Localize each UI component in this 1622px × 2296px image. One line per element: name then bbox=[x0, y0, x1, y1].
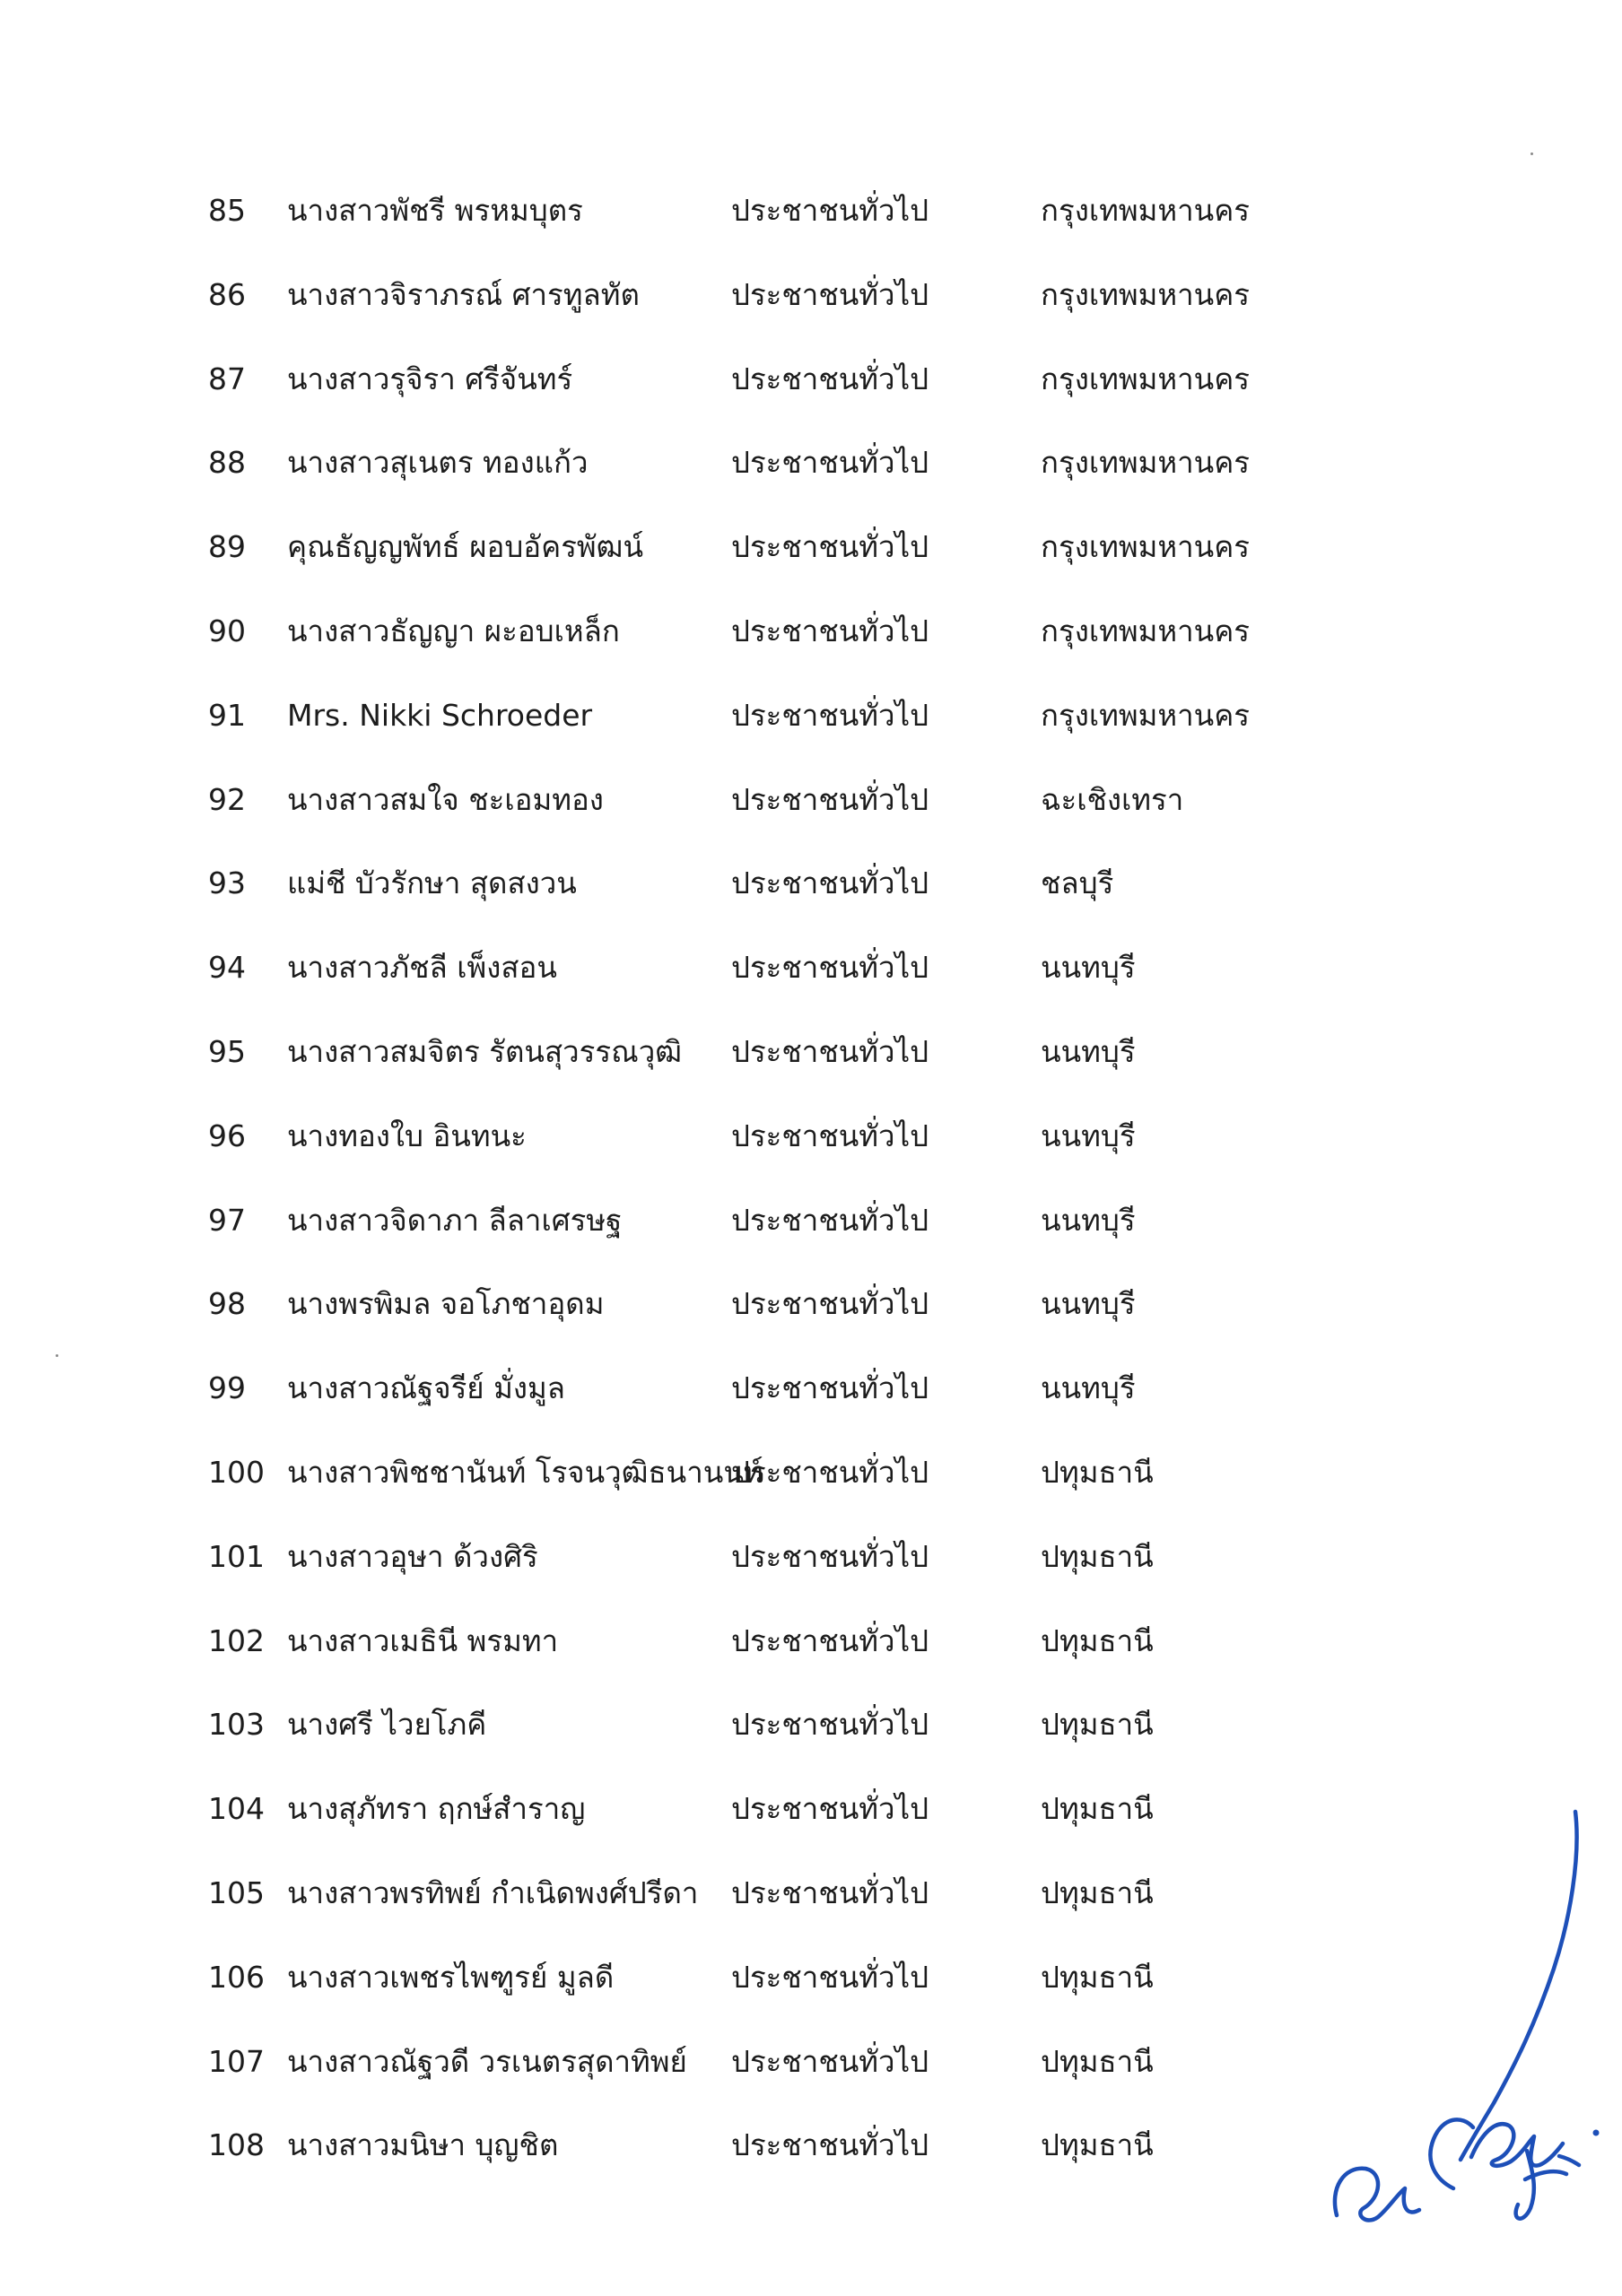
participant-type: ประชาชนทั่วไป bbox=[731, 361, 929, 396]
participant-type: ประชาชนทั่วไป bbox=[731, 1959, 929, 1995]
participant-type: ประชาชนทั่วไป bbox=[731, 2127, 929, 2163]
participant-name: นางพรพิมล จอโภชาอุดม bbox=[287, 1286, 605, 1322]
table-row bbox=[0, 1439, 1622, 1524]
row-number: 93 bbox=[208, 865, 246, 901]
participant-province: กรุงเทพมหานคร bbox=[1041, 697, 1250, 733]
participant-province: นนทบุรี bbox=[1041, 1286, 1136, 1322]
participant-name: คุณธัญญพัทธ์ ผอบอัครพัฒน์ bbox=[287, 529, 644, 565]
row-number: 108 bbox=[208, 2127, 265, 2163]
row-number: 96 bbox=[208, 1118, 246, 1153]
participant-province: กรุงเทพมหานคร bbox=[1041, 193, 1250, 228]
table-row bbox=[0, 262, 1622, 346]
participant-type: ประชาชนทั่วไป bbox=[731, 1202, 929, 1238]
row-number: 105 bbox=[208, 1874, 265, 1910]
participant-name: นางสาวจิราภรณ์ ศารทูลทัต bbox=[287, 276, 640, 312]
participant-name: นางศรี ไวยโภคี bbox=[287, 1707, 487, 1743]
participant-type: ประชาชนทั่วไป bbox=[731, 1874, 929, 1910]
table-row bbox=[0, 683, 1622, 767]
table-row bbox=[0, 346, 1622, 430]
participant-province: นนทบุรี bbox=[1041, 1118, 1136, 1153]
scan-speck bbox=[56, 1354, 58, 1357]
row-number: 90 bbox=[208, 613, 246, 648]
participant-name: นางสาวเพชรไพฑูรย์ มูลดี bbox=[287, 1959, 615, 1995]
participant-type: ประชาชนทั่วไป bbox=[731, 1454, 929, 1490]
participant-name: นางสาวณัฐวดี วรเนตรสุดาทิพย์ bbox=[287, 2043, 687, 2079]
table-row bbox=[0, 1524, 1622, 1608]
participant-name: นางทองใบ อินทนะ bbox=[287, 1118, 527, 1153]
participant-province: ปทุมธานี bbox=[1041, 1454, 1154, 1490]
row-number: 100 bbox=[208, 1454, 265, 1490]
participant-province: นนทบุรี bbox=[1041, 950, 1136, 986]
table-row bbox=[0, 1355, 1622, 1439]
participant-name: นางสาวสมจิตร รัตนสุวรรณวุฒิ bbox=[287, 1033, 683, 1069]
participant-type: ประชาชนทั่วไป bbox=[731, 2043, 929, 2079]
table-row bbox=[0, 767, 1622, 851]
row-number: 95 bbox=[208, 1033, 246, 1069]
participant-type: ประชาชนทั่วไป bbox=[731, 865, 929, 901]
participant-name: นางสาวพัชรี พรหมบุตร bbox=[287, 193, 583, 228]
scan-speck bbox=[1530, 152, 1533, 155]
participant-province: ชลบุรี bbox=[1041, 865, 1114, 901]
participant-type: ประชาชนทั่วไป bbox=[731, 1622, 929, 1658]
row-number: 104 bbox=[208, 1791, 265, 1827]
table-row bbox=[0, 178, 1622, 262]
participant-name: Mrs. Nikki Schroeder bbox=[287, 697, 593, 733]
participant-name: นางสาวภัชลี เพ็งสอน bbox=[287, 950, 557, 986]
row-number: 94 bbox=[208, 950, 246, 986]
participant-province: ปทุมธานี bbox=[1041, 1874, 1154, 1910]
participant-name: นางสาวสมใจ ชะเอมทอง bbox=[287, 781, 604, 817]
participant-type: ประชาชนทั่วไป bbox=[731, 445, 929, 481]
table-row bbox=[0, 430, 1622, 514]
row-number: 101 bbox=[208, 1538, 265, 1574]
row-number: 98 bbox=[208, 1286, 246, 1322]
participant-province: นนทบุรี bbox=[1041, 1033, 1136, 1069]
participant-name: นางสาวณัฐจรีย์ มั่งมูล bbox=[287, 1370, 565, 1406]
row-number: 106 bbox=[208, 1959, 265, 1995]
participant-name: นางสาวเมธินี พรมทา bbox=[287, 1622, 559, 1658]
row-number: 103 bbox=[208, 1707, 265, 1743]
participant-province: ฉะเชิงเทรา bbox=[1041, 781, 1184, 817]
participant-type: ประชาชนทั่วไป bbox=[731, 1033, 929, 1069]
row-number: 89 bbox=[208, 529, 246, 565]
participant-name: นางสาวมนิษา บุญชิต bbox=[287, 2127, 559, 2163]
participant-type: ประชาชนทั่วไป bbox=[731, 1370, 929, 1406]
table-row bbox=[0, 1608, 1622, 1692]
participant-type: ประชาชนทั่วไป bbox=[731, 781, 929, 817]
table-row bbox=[0, 1103, 1622, 1187]
participant-name: นางสาวสุเนตร ทองแก้ว bbox=[287, 445, 589, 481]
participant-province: กรุงเทพมหานคร bbox=[1041, 276, 1250, 312]
row-number: 88 bbox=[208, 445, 246, 481]
row-number: 86 bbox=[208, 276, 246, 312]
participant-province: ปทุมธานี bbox=[1041, 1538, 1154, 1574]
participant-type: ประชาชนทั่วไป bbox=[731, 1791, 929, 1827]
participant-province: ปทุมธานี bbox=[1041, 2043, 1154, 2079]
participant-name: นางสุภัทรา ฤกษ์สำราญ bbox=[287, 1791, 586, 1827]
row-number: 85 bbox=[208, 193, 246, 228]
participant-province: ปทุมธานี bbox=[1041, 2127, 1154, 2163]
participant-type: ประชาชนทั่วไป bbox=[731, 1286, 929, 1322]
participant-name: นางสาวธัญญา ผะอบเหล็ก bbox=[287, 613, 620, 648]
participant-type: ประชาชนทั่วไป bbox=[731, 193, 929, 228]
participant-type: ประชาชนทั่วไป bbox=[731, 1118, 929, 1153]
participant-province: ปทุมธานี bbox=[1041, 1622, 1154, 1658]
participant-name: แม่ชี บัวรักษา สุดสงวน bbox=[287, 865, 577, 901]
row-number: 97 bbox=[208, 1202, 246, 1238]
participant-province: นนทบุรี bbox=[1041, 1202, 1136, 1238]
row-number: 91 bbox=[208, 697, 246, 733]
participant-province: กรุงเทพมหานคร bbox=[1041, 361, 1250, 396]
participant-province: กรุงเทพมหานคร bbox=[1041, 613, 1250, 648]
row-number: 87 bbox=[208, 361, 246, 396]
participant-type: ประชาชนทั่วไป bbox=[731, 529, 929, 565]
row-number: 102 bbox=[208, 1622, 265, 1658]
participant-type: ประชาชนทั่วไป bbox=[731, 697, 929, 733]
table-row bbox=[0, 935, 1622, 1019]
participant-type: ประชาชนทั่วไป bbox=[731, 613, 929, 648]
table-row bbox=[0, 514, 1622, 598]
participant-province: กรุงเทพมหานคร bbox=[1041, 529, 1250, 565]
row-number: 107 bbox=[208, 2043, 265, 2079]
participant-type: ประชาชนทั่วไป bbox=[731, 950, 929, 986]
participant-province: ปทุมธานี bbox=[1041, 1959, 1154, 1995]
participant-type: ประชาชนทั่วไป bbox=[731, 276, 929, 312]
table-row bbox=[0, 850, 1622, 935]
row-number: 99 bbox=[208, 1370, 246, 1406]
table-row bbox=[0, 1187, 1622, 1272]
participant-type: ประชาชนทั่วไป bbox=[731, 1538, 929, 1574]
participant-name: นางสาวพรทิพย์ กำเนิดพงศ์ปรีดา bbox=[287, 1874, 699, 1910]
participant-name: นางสาวจิดาภา ลีลาเศรษฐ bbox=[287, 1202, 623, 1238]
participant-province: นนทบุรี bbox=[1041, 1370, 1136, 1406]
participant-province: ปทุมธานี bbox=[1041, 1791, 1154, 1827]
row-number: 92 bbox=[208, 781, 246, 817]
participant-name: นางสาวพิชชานันท์ โรจนวุฒิธนานนท์ bbox=[287, 1454, 763, 1490]
table-row bbox=[0, 1692, 1622, 1776]
signature-icon bbox=[1319, 1803, 1606, 2287]
participant-name: นางสาวอุษา ด้วงศิริ bbox=[287, 1538, 538, 1574]
participant-name: นางสาวรุจิรา ศรีจันทร์ bbox=[287, 361, 573, 396]
table-row bbox=[0, 598, 1622, 683]
table-row bbox=[0, 1271, 1622, 1355]
participant-province: ปทุมธานี bbox=[1041, 1707, 1154, 1743]
table-row bbox=[0, 1019, 1622, 1103]
participant-province: กรุงเทพมหานคร bbox=[1041, 445, 1250, 481]
participant-type: ประชาชนทั่วไป bbox=[731, 1707, 929, 1743]
